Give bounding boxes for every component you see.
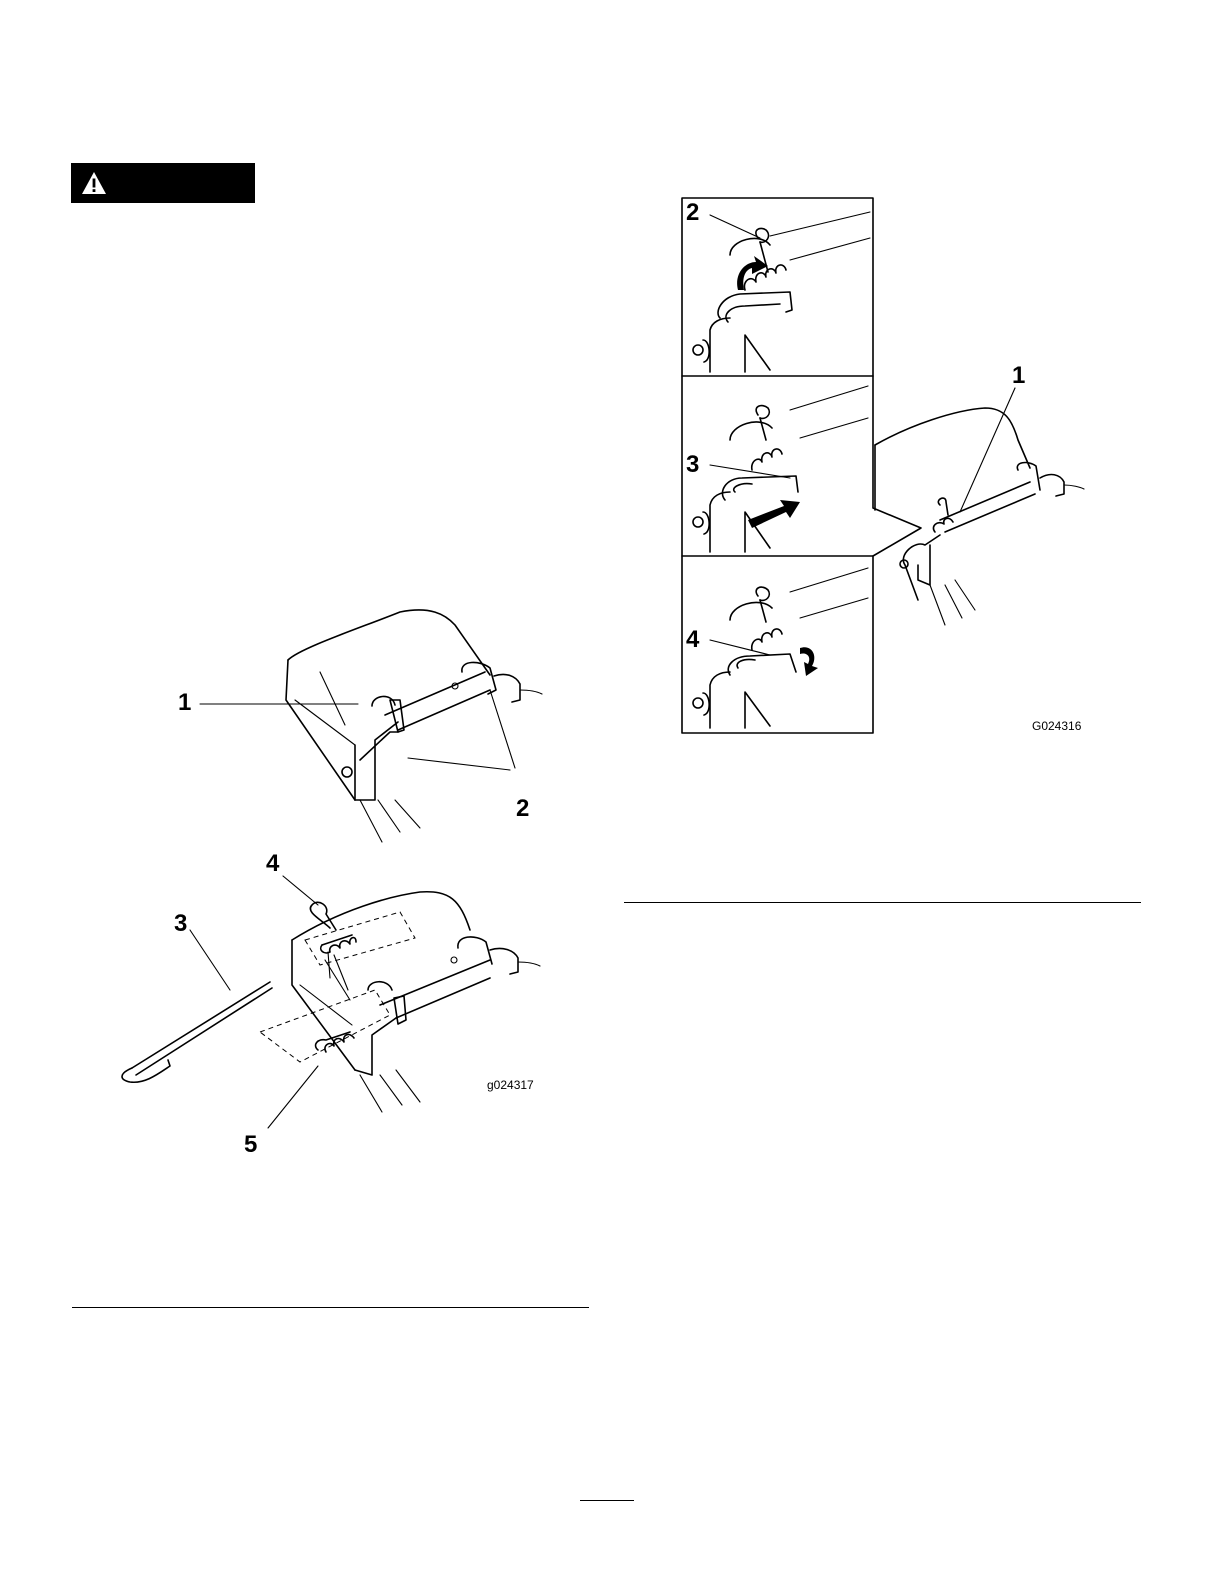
left-figure-code: g024317 [487,1078,534,1092]
right-callout-4: 4 [686,626,700,653]
right-callout-2: 2 [686,199,700,226]
step-panel-2-drawing [693,386,868,552]
right-figure-code: G024316 [1032,719,1082,733]
right-section-rule [624,902,1141,903]
left-callout-1: 1 [178,689,192,716]
deflector-main-drawing [875,388,1084,625]
left-callout-2: 2 [516,795,530,822]
footer-rule [580,1500,634,1501]
left-callout-5: 5 [244,1131,258,1158]
step-panel-1-drawing [693,212,870,372]
right-callout-3: 3 [686,451,700,478]
left-callout-4: 4 [266,850,280,877]
step-panel-3-drawing [693,568,868,728]
left-callout-3: 3 [174,910,188,937]
right-callout-1: 1 [1012,362,1026,389]
